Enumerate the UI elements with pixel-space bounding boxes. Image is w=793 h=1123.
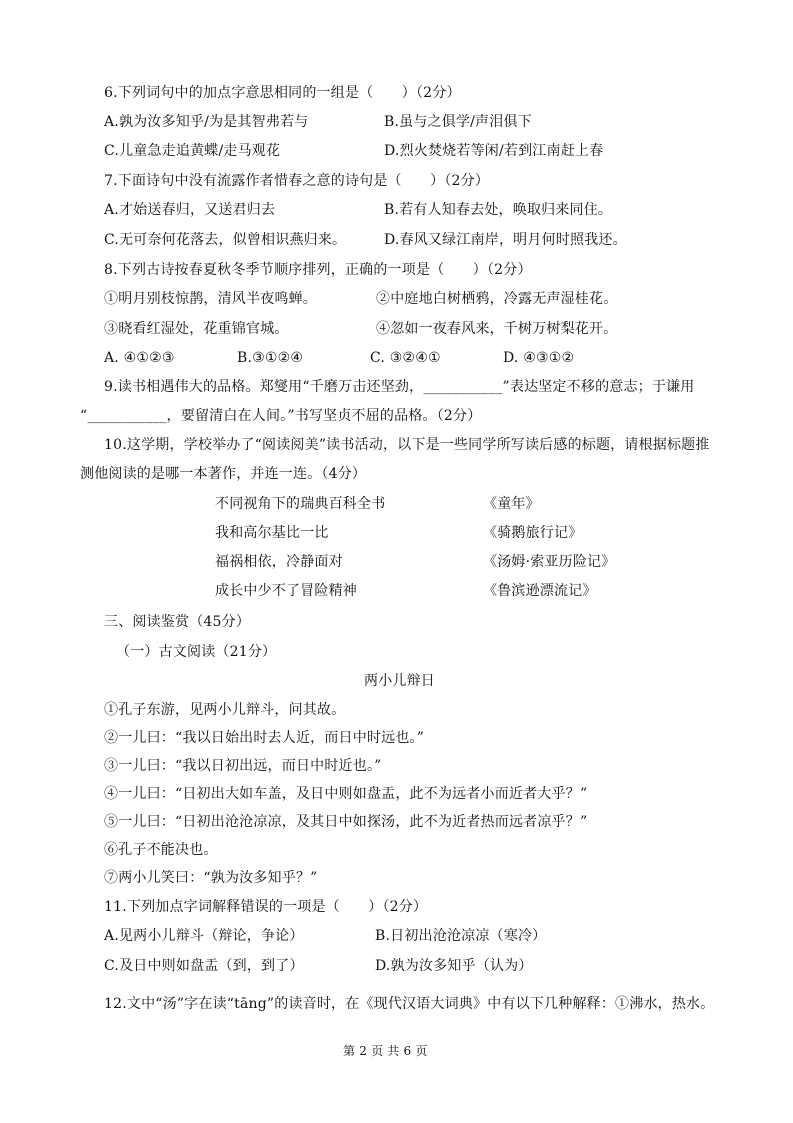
q10-right-item: 《童年》 [483, 496, 540, 512]
q6-option-a: A.孰为汝多知乎/为是其智弗若与 [104, 114, 309, 130]
q8-option-c: C. ③②④① [370, 350, 441, 366]
q10-right-item: 《鲁滨逊漂流记》 [483, 583, 597, 599]
q11-stem: 11.下列加点字词解释错误的一项是（ ）（2分） [104, 899, 428, 915]
q6-option-b: B.虽与之俱学/声泪俱下 [384, 114, 532, 130]
q9-line-1: 9.读书相遇伟大的品格。郑燮用“千磨万击还坚劲，___________”表达坚定不移的意志；于谦用 [104, 379, 695, 395]
q7-stem: 7.下面诗句中没有流露作者惜春之意的诗句是（ ）（2分） [104, 173, 490, 189]
q8-poem-1: ①明月别枝惊鹊，清风半夜鸣蝉。 [104, 291, 317, 307]
section-heading: 三、阅读鉴赏（45分） [104, 614, 251, 630]
q10-line-2: 测他阅读的是哪一本著作，并连一连。（4分） [80, 466, 367, 482]
q11-option-d: D.孰为汝多知乎（认为） [375, 958, 533, 974]
q6-option-d: D.烈火焚烧若等闲/若到江南赶上春 [384, 143, 604, 159]
passage-paragraph: ②一儿曰：“我以日始出时去人近，而日中时远也。” [104, 730, 425, 746]
q9-line-2: “___________，要留清白在人间。”书写坚贞不屈的品格。（2分） [80, 408, 482, 424]
q8-poem-4: ④忽如一夜春风来，千树万树梨花开。 [376, 321, 618, 337]
passage-paragraph: ④一儿曰：“日初出大如车盖，及日中则如盘盂，此不为远者小而近者大乎？” [104, 786, 588, 802]
q10-right-item: 《骑鹅旅行记》 [483, 525, 583, 541]
q10-left-item: 福祸相依，冷静面对 [215, 554, 343, 570]
q7-option-a: A.才始送春归，又送君归去 [104, 202, 276, 218]
passage-title: 两小儿辩日 [364, 673, 435, 689]
passage-paragraph: ①孔子东游，见两小儿辩斗，问其故。 [104, 702, 346, 718]
q11-option-c: C.及日中则如盘盂（到，到了） [104, 958, 304, 974]
q10-line-1: 10.这学期，学校举办了“阅读阅美”读书活动，以下是一些同学所写读后感的标题，请根据标题推 [104, 437, 710, 453]
q10-left-item: 不同视角下的瑞典百科全书 [215, 496, 386, 512]
q12-line-1: 12.文中“汤”字在读“tāng”的读音时，在《现代汉语大词典》中有以下几种解释：①沸水，热水。 [104, 996, 715, 1012]
q8-option-d: D. ④③①② [503, 350, 575, 366]
q7-option-b: B.若有人知春去处，唤取归来同住。 [384, 202, 613, 218]
q11-option-a: A.见两小儿辩斗（辩论，争论） [104, 928, 304, 944]
passage-paragraph: ⑦两小儿笑曰：“孰为汝多知乎？” [104, 870, 318, 886]
passage-paragraph: ③一儿曰：“我以日初出远，而日中时近也。” [104, 758, 382, 774]
q10-left-item: 成长中少不了冒险精神 [215, 583, 357, 599]
passage-paragraph: ⑤一儿曰：“日初出沧沧凉凉，及其日中如探汤，此不为近者热而远者凉乎？” [104, 814, 588, 830]
q7-option-c: C.无可奈何花落去，似曾相识燕归来。 [104, 232, 347, 248]
q10-left-item: 我和高尔基比一比 [215, 525, 329, 541]
subsection-heading: （一）古文阅读（21分） [116, 644, 277, 660]
q8-poem-3: ③晓看红湿处，花重锦官城。 [104, 321, 289, 337]
q7-option-d: D.春风又绿江南岸，明月何时照我还。 [384, 232, 627, 248]
q6-option-c: C.儿童急走追黄蝶/走马观花 [104, 143, 281, 159]
q6-stem: 6.下列词句中的加点字意思相同的一组是（ ）（2分） [104, 85, 461, 101]
q8-stem: 8.下列古诗按春夏秋冬季节顺序排列，正确的一项是（ ）（2分） [104, 262, 532, 278]
q8-poem-2: ②中庭地白树栖鸦，冷露无声湿桂花。 [376, 291, 618, 307]
passage-paragraph: ⑥孔子不能决也。 [104, 842, 218, 858]
q11-option-b: B.日初出沧沧凉凉（寒冷） [375, 928, 547, 944]
q8-option-a: A. ④①②③ [104, 350, 175, 366]
page-footer: 第 2 页 共 6 页 [343, 1044, 428, 1058]
q8-option-b: B.③①②④ [237, 350, 304, 366]
q10-right-item: 《汤姆·索亚历险记》 [483, 554, 616, 570]
